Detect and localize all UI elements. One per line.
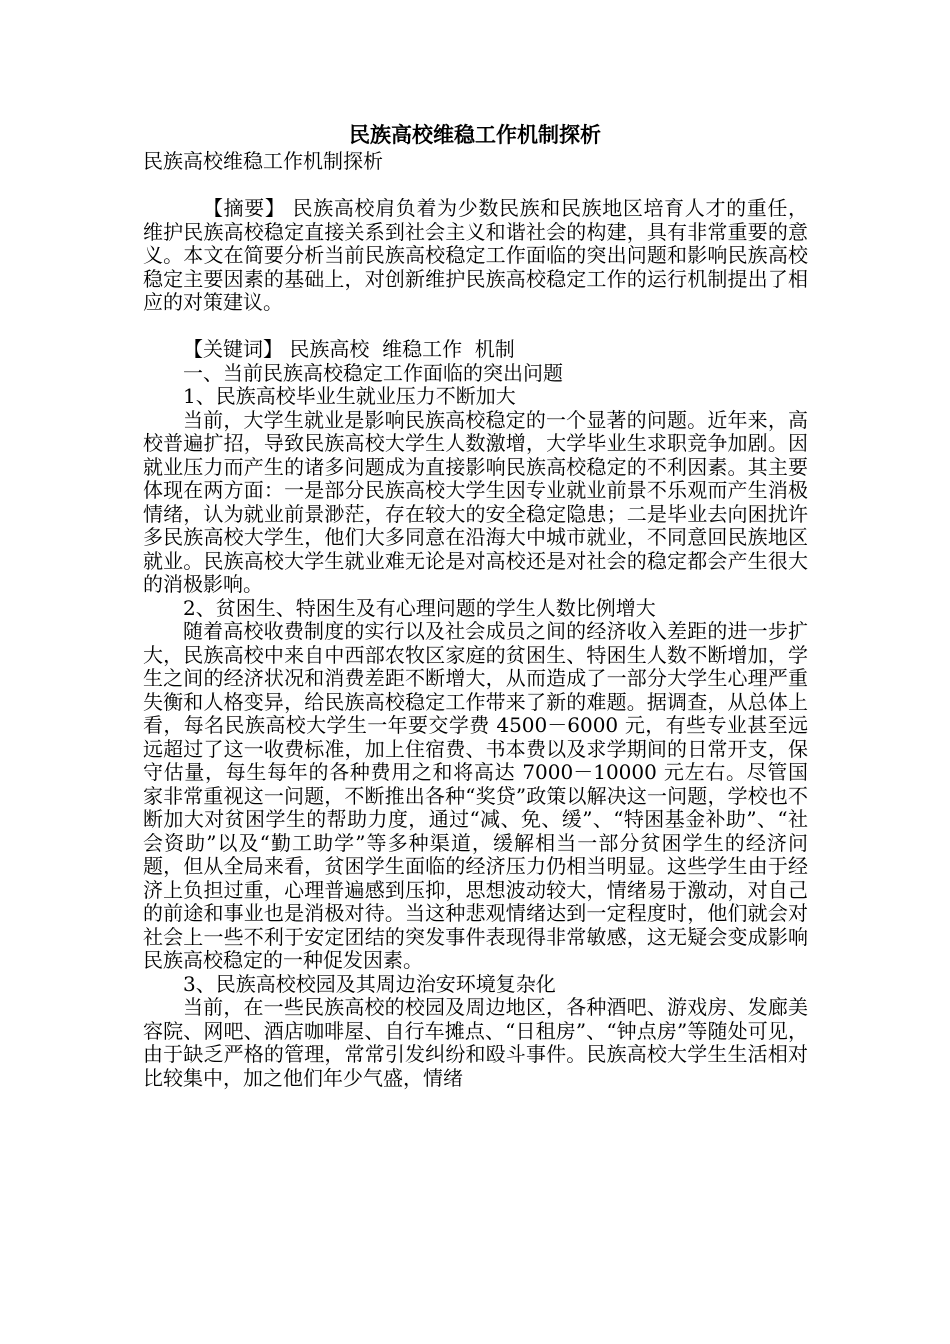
- abstract-label: 【摘要】: [203, 196, 286, 220]
- item-paragraph-3: 当前，在一些民族高校的校园及周边地区，各种酒吧、游戏房、发廊美容院、网吧、酒店咖啡屋、自行车摊点、“日租房”、“钟点房”等随处可见，由于缺乏严格的管理，常常引发纠纷和殴斗事件。民族高校大学生生活相对比较集中，加之他们年少气盛，情绪: [143, 995, 808, 1090]
- abstract-paragraph: [143, 197, 808, 315]
- item-heading-2: 2、贫困生、特困生及有心理问题的学生人数比例增大: [183, 595, 656, 620]
- item-heading-1: 1、民族高校毕业生就业压力不断加大: [183, 384, 516, 408]
- document-body: [143, 150, 808, 1090]
- item-paragraph-2: 随着高校收费制度的实行以及社会成员之间的经济收入差距的进一步扩大，民族高校中来自中西部农牧区家庭的贫困生、特困生人数不断增加，学生之间的经济状况和消费差距不断增大，从而造成了一部分大学生心理严重失衡和人格变异，给民族高校稳定工作带来了新的难题。据调查，从总体上看，每名民族高校大学生一年要交学费 4500－6000 元，有些专业甚至远远超过了这一收费标准，加上住宿费、书本费以及求学期间的日常开支，保守估量，每生每年的各种费用之和将高达 7000－10000 元左右。尽管国家非常重视这一问题，不断推出各种“奖贷”政策以解决这一问题，学校也不断加大对贫困学生的帮助力度，通过“减、免、缓”、“特困基金补助”、“社会资助”以及“勤工助学”等多种渠道，缓解相当一部分贫困学生的经济问题，但从全局来看，贫困学生面临的经济压力仍相当明显。这些学生由于经济上负担过重，心理普遍感到压抑，思想波动较大，情绪易于激动，对自己的前途和事业也是消极对待。当这种悲观情绪达到一定程度时，他们就会对社会上一些不利于安定团结的突发事件表现得非常敏感，这无疑会变成影响民族高校稳定的一种促发因素。: [143, 619, 808, 972]
- document-subtitle: 民族高校维稳工作机制探析: [143, 149, 383, 173]
- keywords-label: 【关键词】: [183, 337, 283, 361]
- blank-line: [143, 174, 808, 198]
- abstract-text: 民族高校肩负着为少数民族和民族地区培育人才的重任，维护民族高校稳定直接关系到社会主义和谐社会的构建，具有非常重要的意义。本文在简要分析当前民族高校稳定工作面临的突出问题和影响民族高校稳定主要因素的基础上，对创新维护民族高校稳定工作的运行机制提出了相应的对策建议。: [143, 196, 809, 314]
- document-title: 民族高校维稳工作机制探析: [349, 123, 601, 147]
- keywords-paragraph: [143, 338, 808, 362]
- keywords-text: 民族高校 维稳工作 机制: [289, 337, 515, 361]
- item-heading-3: 3、民族高校校园及其周边治安环境复杂化: [183, 971, 556, 996]
- blank-line: [143, 315, 808, 339]
- item-paragraph-1: 当前，大学生就业是影响民族高校稳定的一个显著的问题。近年来，高校普遍扩招，导致民族高校大学生人数激增，大学毕业生求职竞争加剧。因就业压力而产生的诸多问题成为直接影响民族高校稳定的不利因素。其主要体现在两方面：一是部分民族高校大学生因专业就业前景不乐观而产生消极情绪，认为就业前景渺茫，存在较大的安全稳定隐患；二是毕业去向困扰许多民族高校大学生，他们大多同意在沿海大中城市就业，不同意回民族地区就业。民族高校大学生就业难无论是对高校还是对社会的稳定都会产生很大的消极影响。: [143, 407, 808, 596]
- section-heading: 一、当前民族高校稳定工作面临的突出问题: [183, 360, 563, 385]
